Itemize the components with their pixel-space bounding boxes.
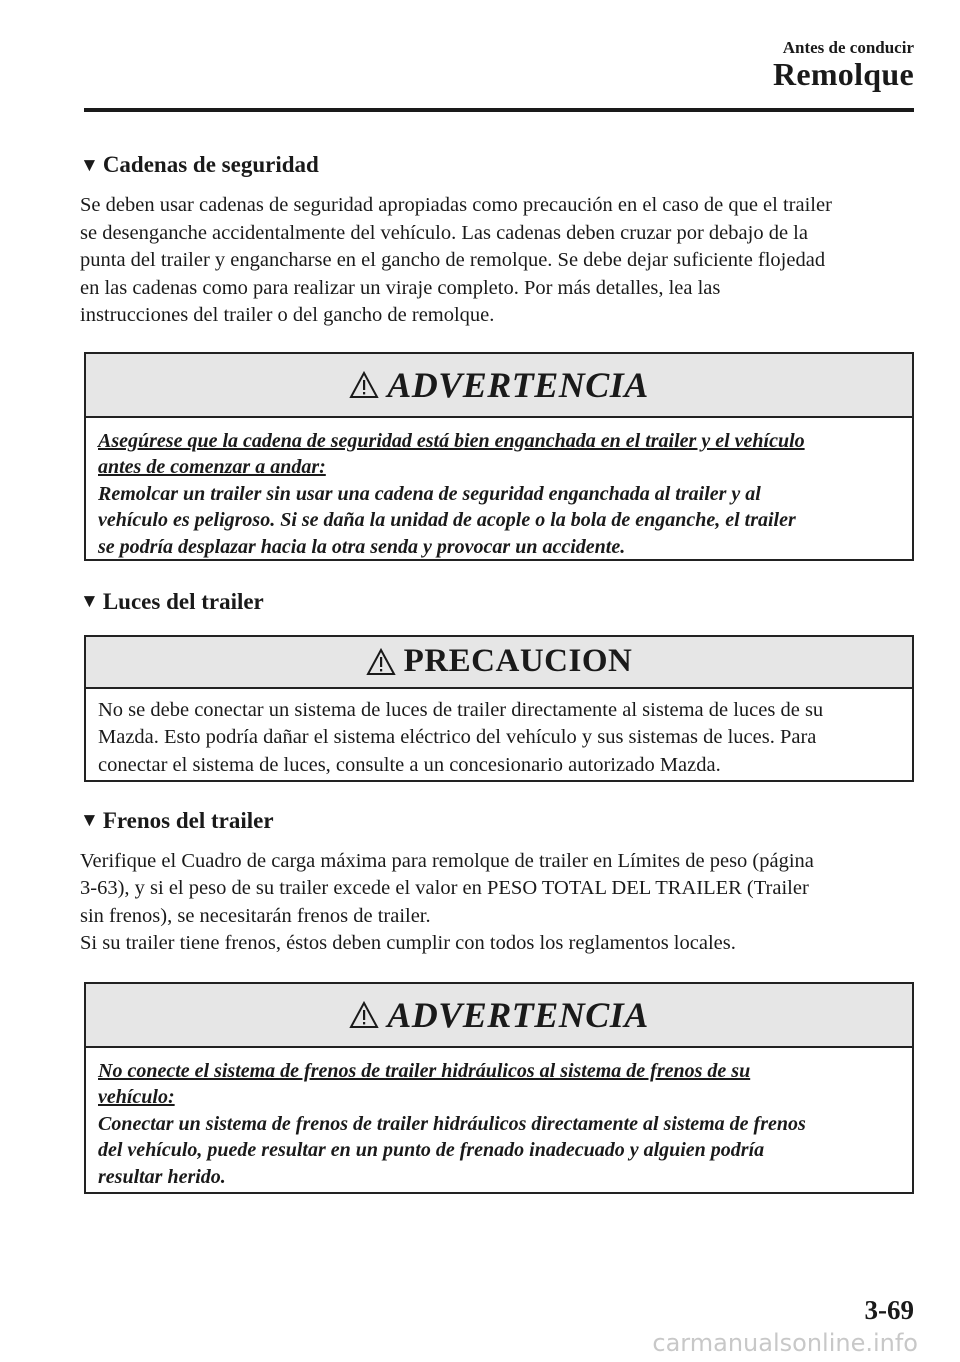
caution-text: No se debe conectar un sistema de luces de trailer directamente al sistema de luces de su Mazda. Esto podría dañar el sistema eléctrico del vehículo y sus sistemas de luces. Para conectar el sistema de luces, consulte a un concesionario autorizado Mazda. [98,698,824,776]
warning-triangle-icon [349,1001,379,1029]
header-divider [84,108,914,112]
section-heading-label: Cadenas de seguridad [102,152,319,177]
chapter-label: Antes de conducir [782,38,914,57]
caution-box [84,635,914,782]
section-heading-label: Frenos del trailer [102,807,274,833]
frenos-paragraph: Verifique el Cuadro de carga máxima para remolque de trailer en Límites de peso (página 3-63), y si el peso de su trailer excede el valor en PESO TOTAL DEL TRAILER (Trailer sin frenos), se necesitarán frenos de trailer. Si su trailer tiene frenos, éstos deben cumplir con todos los reglamentos locales. [80,849,814,954]
warning-header [86,984,912,1048]
page-title: Remolque [772,56,914,92]
main-content [80,150,914,1194]
warning-header [86,354,912,418]
warning-triangle-icon [349,371,379,399]
warning-underlined-text: Asegúrese que la cadena de seguridad está bien enganchada en el trailer y el vehículo antes de comenzar a andar: [98,429,805,478]
warning-body [86,418,912,575]
warning-underlined-text: No conecte el sistema de frenos de trailer hidráulicos al sistema de frenos de su vehículo: [98,1059,751,1108]
caution-header [86,637,912,689]
section-heading-frenos [80,806,914,836]
down-triangle-icon: ▼ [80,154,99,176]
warning-body [86,1048,912,1205]
caution-body [86,689,912,794]
watermark: carmanualsonline.info [652,1329,918,1357]
section-heading-label: Luces del trailer [102,588,264,614]
warning-box [84,982,914,1194]
warning-text: Conectar un sistema de frenos de trailer hidráulicos directamente al sistema de frenos del vehículo, puede resultar en un punto de frenado inadecuado y alguien podría resultar herido. [98,1112,806,1188]
warning-title: ADVERTENCIA [387,364,649,405]
down-triangle-icon: ▼ [80,810,99,831]
warning-text: Remolcar un trailer sin usar una cadena de seguridad enganchada al trailer y al vehículo es peligroso. Si se daña la unidad de acople o la bola de enganche, el trailer se podría desplazar hacia la otra senda y provocar un accidente. [98,482,796,558]
warning-title: ADVERTENCIA [387,994,649,1035]
cadenas-paragraph: Se deben usar cadenas de seguridad apropiadas como precaución en el caso de que el trailer se desenganche accidentalmente del vehículo. Las cadenas deben cruzar por debajo de la punta del trailer y engancharse en el gancho de remolque. Se debe dejar suficiente flojedad en las cadenas como para realizar un viraje completo. Por más detalles, lea las instrucciones del trailer o del gancho de remolque. [80,194,832,326]
page-number: 3-69 [864,1295,914,1325]
caution-title: PRECAUCION [403,643,633,679]
section-heading-cadenas [80,150,914,180]
down-triangle-icon: ▼ [80,591,99,612]
section-heading-luces [80,587,914,617]
warning-box [84,352,914,561]
warning-triangle-icon [366,648,396,676]
